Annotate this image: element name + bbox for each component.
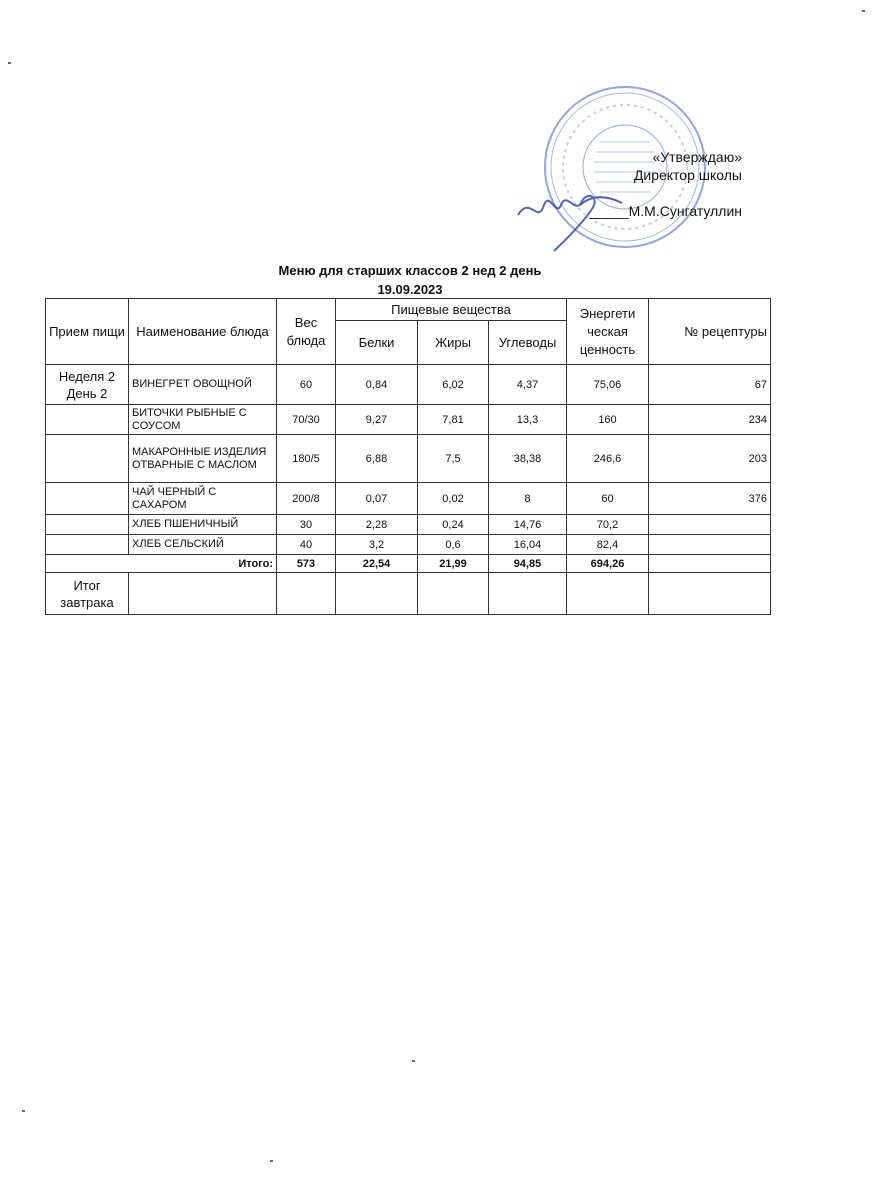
- footer-label: Итог завтрака: [46, 573, 129, 615]
- scan-speck: [862, 10, 865, 12]
- weight-cell: 30: [277, 515, 336, 535]
- weight-cell: 40: [277, 535, 336, 555]
- carbs-cell: 4,37: [489, 365, 567, 405]
- header-protein: Белки: [336, 321, 418, 365]
- meal-label-empty: [46, 535, 129, 555]
- protein-cell: 0,07: [336, 483, 418, 515]
- document-date: 19.09.2023: [377, 282, 443, 297]
- header-energy: Энергети ческая ценность: [567, 299, 649, 365]
- energy-cell: 70,2: [567, 515, 649, 535]
- header-dish: Наименование блюда: [129, 299, 277, 365]
- recipe-cell: 203: [649, 435, 771, 483]
- meal-label: Неделя 2 День 2: [46, 365, 129, 405]
- header-meal: Прием пищи: [46, 299, 129, 365]
- table-row: [46, 535, 771, 555]
- fat-cell: 0,02: [418, 483, 489, 515]
- table-row: [46, 405, 771, 435]
- dish-name: ВИНЕГРЕТ ОВОЩНОЙ: [129, 365, 277, 405]
- dish-name: ХЛЕБ СЕЛЬСКИЙ: [129, 535, 277, 555]
- total-energy: 694,26: [567, 555, 649, 573]
- header-recipe: № рецептуры: [649, 299, 771, 365]
- energy-cell: 82,4: [567, 535, 649, 555]
- dish-name: БИТОЧКИ РЫБНЫЕ С СОУСОМ: [129, 405, 277, 435]
- fat-cell: 0,6: [418, 535, 489, 555]
- carbs-cell: 8: [489, 483, 567, 515]
- meal-label-empty: [46, 515, 129, 535]
- total-fat: 21,99: [418, 555, 489, 573]
- meal-label-empty: [46, 483, 129, 515]
- total-recipe-empty: [649, 555, 771, 573]
- protein-cell: 9,27: [336, 405, 418, 435]
- header-carbs: Углеводы: [489, 321, 567, 365]
- energy-cell: 60: [567, 483, 649, 515]
- energy-cell: 75,06: [567, 365, 649, 405]
- director-name: _____М.М.Сунгатуллин: [589, 203, 742, 219]
- recipe-cell: 234: [649, 405, 771, 435]
- header-fat: Жиры: [418, 321, 489, 365]
- recipe-cell: [649, 535, 771, 555]
- table-row: [46, 483, 771, 515]
- meal-label-empty: [46, 435, 129, 483]
- carbs-cell: 13,3: [489, 405, 567, 435]
- total-carbs: 94,85: [489, 555, 567, 573]
- total-label: Итого:: [46, 555, 277, 573]
- total-row: [46, 555, 771, 573]
- scan-speck: [270, 1160, 273, 1162]
- scan-speck: [412, 1060, 415, 1062]
- weight-cell: 70/30: [277, 405, 336, 435]
- header-weight: Вес блюда: [277, 299, 336, 365]
- protein-cell: 3,2: [336, 535, 418, 555]
- protein-cell: 0,84: [336, 365, 418, 405]
- protein-cell: 2,28: [336, 515, 418, 535]
- energy-cell: 246,6: [567, 435, 649, 483]
- approval-role: Директор школы: [633, 167, 742, 183]
- protein-cell: 6,88: [336, 435, 418, 483]
- fat-cell: 7,5: [418, 435, 489, 483]
- meal-label-empty: [46, 405, 129, 435]
- weight-cell: 200/8: [277, 483, 336, 515]
- recipe-cell: 376: [649, 483, 771, 515]
- footer-row: [46, 573, 771, 615]
- menu-table: [45, 298, 771, 615]
- header-nutrients: Пищевые вещества: [336, 299, 567, 321]
- total-weight: 573: [277, 555, 336, 573]
- weight-cell: 180/5: [277, 435, 336, 483]
- weight-cell: 60: [277, 365, 336, 405]
- dish-name: МАКАРОННЫЕ ИЗДЕЛИЯ ОТВАРНЫЕ С МАСЛОМ: [129, 435, 277, 483]
- document-title: Меню для старших классов 2 нед 2 день: [278, 263, 542, 278]
- total-protein: 22,54: [336, 555, 418, 573]
- approval-title: «Утверждаю»: [652, 149, 742, 165]
- scan-speck: [22, 1110, 25, 1112]
- scan-speck: [8, 62, 11, 64]
- table-row: [46, 435, 771, 483]
- energy-cell: 160: [567, 405, 649, 435]
- recipe-cell: 67: [649, 365, 771, 405]
- carbs-cell: 16,04: [489, 535, 567, 555]
- fat-cell: 7,81: [418, 405, 489, 435]
- fat-cell: 0,24: [418, 515, 489, 535]
- carbs-cell: 38,38: [489, 435, 567, 483]
- dish-name: ХЛЕБ ПШЕНИЧНЫЙ: [129, 515, 277, 535]
- table-row: [46, 515, 771, 535]
- dish-name: ЧАЙ ЧЕРНЫЙ С САХАРОМ: [129, 483, 277, 515]
- carbs-cell: 14,76: [489, 515, 567, 535]
- recipe-cell: [649, 515, 771, 535]
- table-row: [46, 365, 771, 405]
- approval-block: [590, 148, 742, 220]
- fat-cell: 6,02: [418, 365, 489, 405]
